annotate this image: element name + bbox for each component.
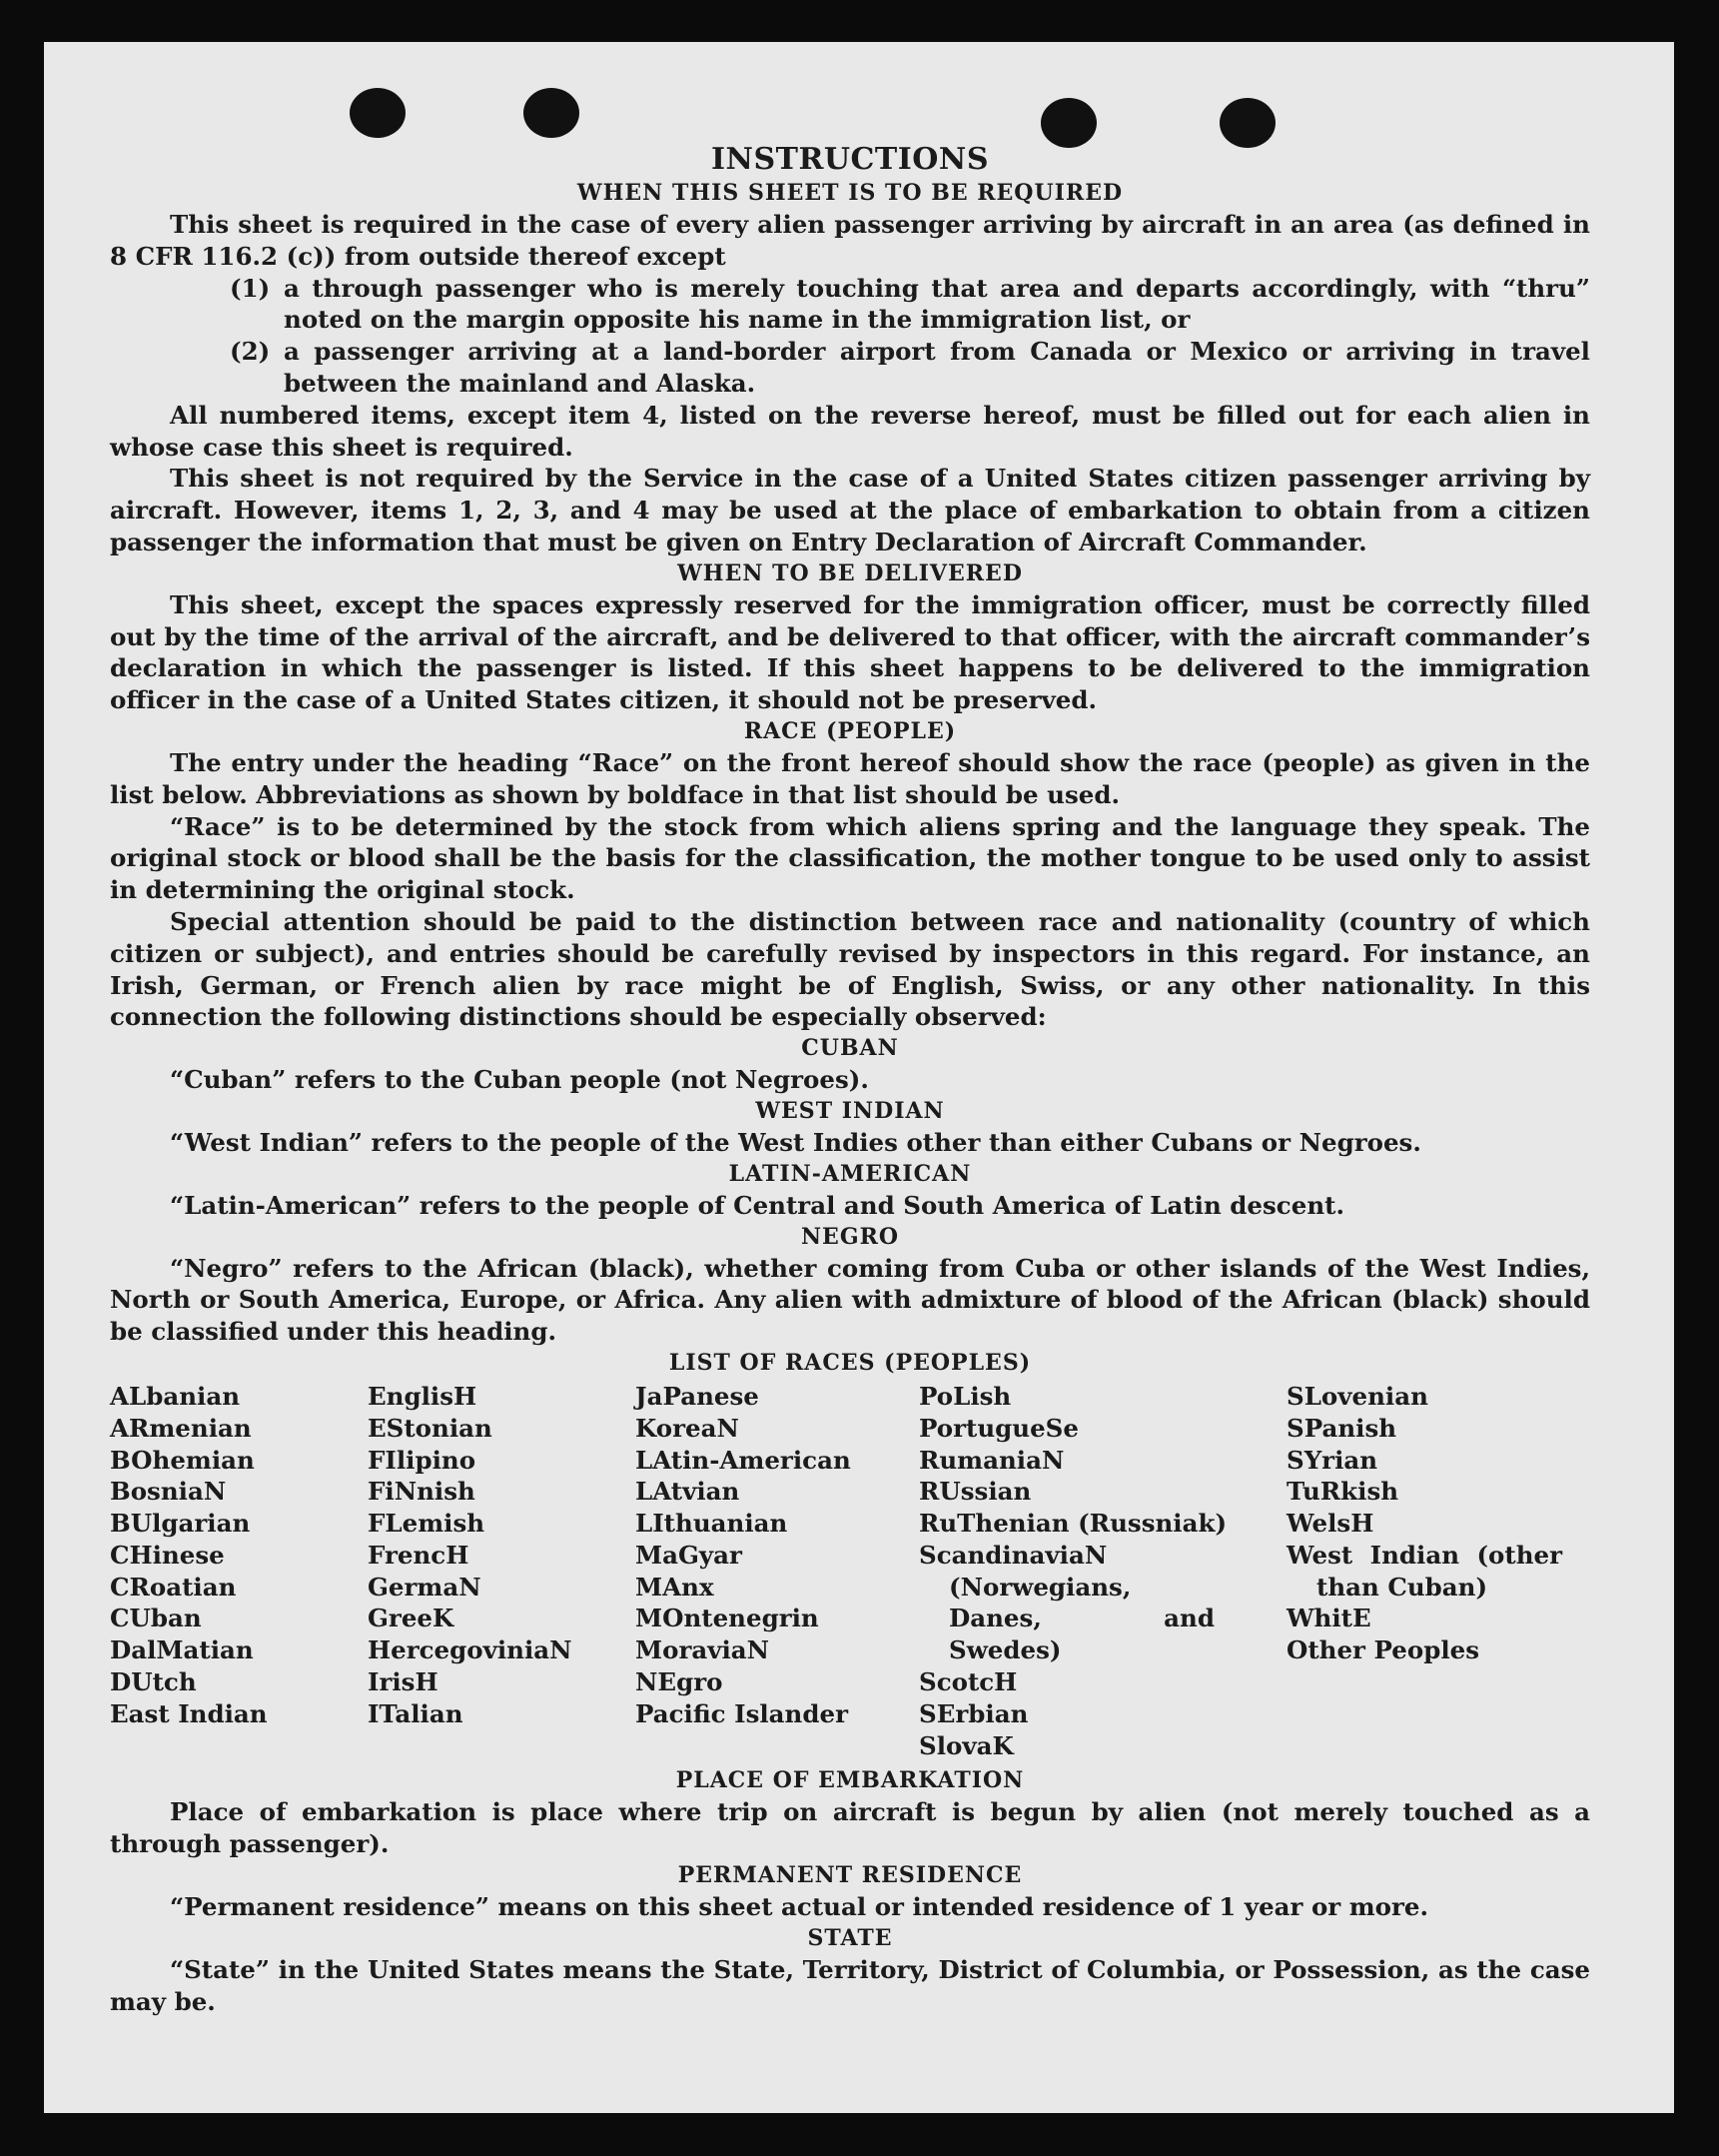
race-entry: SPanish [1287,1413,1397,1443]
race-entry: LAtin-American [635,1445,851,1475]
race-entry: ScandinaviaN (Norwegians, Danes, and Swedes) [919,1540,1215,1665]
paragraph: “Permanent residence” means on this sheet actual or intended residence of 1 year or more. [170,1892,1429,1922]
races-column [110,1381,368,1762]
race-entry: CHinese [110,1540,225,1570]
race-entry: WelsH [1287,1509,1374,1539]
races-list [110,1381,1590,1762]
race-entry: SLovenian [1287,1381,1428,1411]
race-entry: RumaniaN [919,1445,1065,1475]
race-entry: DUtch [110,1667,197,1697]
race-entry: MaGyar [635,1540,742,1570]
race-entry: FLemish [368,1509,485,1539]
paragraph: This sheet, except the spaces expressly reserved for the immigration officer, must be correctly filled out by the time of the arrival of the aircraft, and be delivered to that officer, with the aircraft commander’s declaration in which the passenger is listed. If this sheet happens to be delivered to the immigration officer in the case of a United States citizen, it should not be preserved. [110,589,1590,715]
race-entry: LIthuanian [635,1509,788,1539]
paragraph: “Negro” refers to the African (black), whether coming from Cuba or other islands of the West Indies, North or South America, Europe, or Africa. Any alien with admixture of blood of the African (black) should be classified under this heading. [110,1253,1590,1347]
section-heading-embarkation: PLACE OF EMBARKATION [675,1767,1025,1794]
race-entry: MOntenegrin [635,1604,819,1633]
race-entry: ARmenian [110,1413,252,1443]
race-entry: CUban [110,1604,202,1633]
item-text: a passenger arriving at a land-border airport from Canada or Mexico or arriving in travel between the mainland and Alaska. [284,337,1590,398]
paragraph: The entry under the heading “Race” on the front hereof should show the race (people) as given in the list below. Abbreviations as shown by boldface in that list should be used. [110,747,1590,809]
paragraph: “State” in the United States means the State, Territory, District of Columbia, or Possession, as the case may be. [110,1954,1590,2016]
list-item [230,273,1590,337]
race-entry: JaPanese [635,1381,759,1411]
item-text: a through passenger who is merely touching that area and departs accordingly, with “thru” noted on the margin opposite his name in the immigration list, or [284,273,1590,335]
race-entry: TuRkish [1287,1477,1399,1507]
item-number: (1) [230,273,271,303]
paragraph: All numbered items, except item 4, listed on the reverse hereof, must be filled out for each alien in whose case this sheet is required. [110,400,1590,462]
race-entry: Pacific Islander [635,1698,848,1728]
section-heading-negro: NEGRO [800,1223,900,1250]
punch-hole [350,88,406,138]
section-heading-state: STATE [807,1924,893,1951]
race-entry: PortugueSe [919,1413,1079,1443]
paragraph: “Cuban” refers to the Cuban people (not Negroes). [170,1065,869,1095]
section-heading-delivered: WHEN TO BE DELIVERED [677,559,1023,586]
race-entry: East Indian [110,1698,268,1728]
race-entry: LAtvian [635,1477,740,1507]
race-entry: SlovaK [919,1730,1014,1760]
section-heading-required: WHEN THIS SHEET IS TO BE REQUIRED [576,180,1124,206]
race-entry: Other Peoples [1287,1635,1480,1665]
race-entry: FiNnish [368,1477,475,1507]
section-heading-latin-american: LATIN-AMERICAN [728,1160,972,1187]
race-entry: KoreaN [635,1413,739,1443]
section-heading-residence: PERMANENT RESIDENCE [677,1862,1023,1889]
document-body [110,142,1590,2017]
race-entry: BUlgarian [110,1509,251,1539]
race-entry: SYrian [1287,1445,1378,1475]
races-column [1287,1381,1562,1762]
list-item [230,336,1590,400]
race-entry: CRoatian [110,1572,237,1602]
race-entry: NEgro [635,1667,723,1697]
race-entry: FrencH [368,1540,469,1570]
section-heading-race: RACE (PEOPLE) [743,717,957,744]
race-entry: GermaN [368,1572,481,1602]
race-entry: BosniaN [110,1477,227,1507]
races-column [635,1381,919,1762]
paragraph: “Race” is to be determined by the stock from which aliens spring and the language they speak. The original stock or blood shall be the basis for the classification, the mother tongue to be used only to assist in determining the original stock. [110,811,1590,905]
race-entry: WhitE [1287,1604,1371,1633]
paragraph: This sheet is required in the case of every alien passenger arriving by aircraft in an area (as defined in 8 CFR 116.2 (c)) from outside thereof except [110,210,1590,271]
paragraph: This sheet is not required by the Service in the case of a United States citizen passenger arriving by aircraft. However, items 1, 2, 3, and 4 may be used at the place of embarkation to obtain from a citizen passenger the information that must be given on Entry Declaration of Aircraft Commander. [110,464,1590,556]
race-entry: BOhemian [110,1445,255,1475]
punch-hole [523,88,579,138]
punch-hole [1220,98,1276,148]
race-entry: MoraviaN [635,1635,770,1665]
race-entry: FIlipino [368,1445,476,1475]
race-entry: EnglisH [368,1381,477,1411]
races-column [919,1381,1228,1762]
race-entry: DalMatian [110,1635,254,1665]
race-entry: IrisH [368,1667,438,1697]
race-entry: PoLish [919,1381,1012,1411]
race-entry: West Indian (other than Cuban) [1287,1540,1562,1602]
race-entry: RuThenian (Russniak) [919,1509,1228,1539]
race-entry: MAnx [635,1572,714,1602]
race-entry: ALbanian [110,1381,241,1411]
paragraph: Special attention should be paid to the distinction between race and nationality (country of which citizen or subject), and entries should be carefully revised by inspectors in this regard. For instance, an Irish, German, or French alien by race might be of English, Swiss, or any other nationality. In this connection the following distinctions should be especially observed: [110,906,1590,1032]
race-entry: EStonian [368,1413,492,1443]
race-entry: ScotcH [919,1667,1018,1697]
item-number: (2) [230,337,271,367]
race-entry: RUssian [919,1477,1032,1507]
paragraph: “West Indian” refers to the people of the West Indies other than either Cubans or Negroes. [170,1127,1421,1157]
section-heading-cuban: CUBAN [801,1035,899,1062]
section-heading-west-indian: WEST INDIAN [755,1097,945,1124]
races-column [368,1381,635,1762]
race-entry: GreeK [368,1604,454,1633]
race-entry: ITalian [368,1698,463,1728]
paragraph: Place of embarkation is place where trip on aircraft is begun by alien (not merely touched as a through passenger). [110,1797,1590,1859]
race-entry: SErbian [919,1698,1029,1728]
paragraph: “Latin-American” refers to the people of Central and South America of Latin descent. [170,1190,1344,1220]
section-heading-races-list: LIST OF RACES (PEOPLES) [668,1349,1032,1376]
race-entry: HercegoviniaN [368,1635,572,1665]
page-title: INSTRUCTIONS [711,142,989,177]
punch-hole [1041,98,1097,148]
